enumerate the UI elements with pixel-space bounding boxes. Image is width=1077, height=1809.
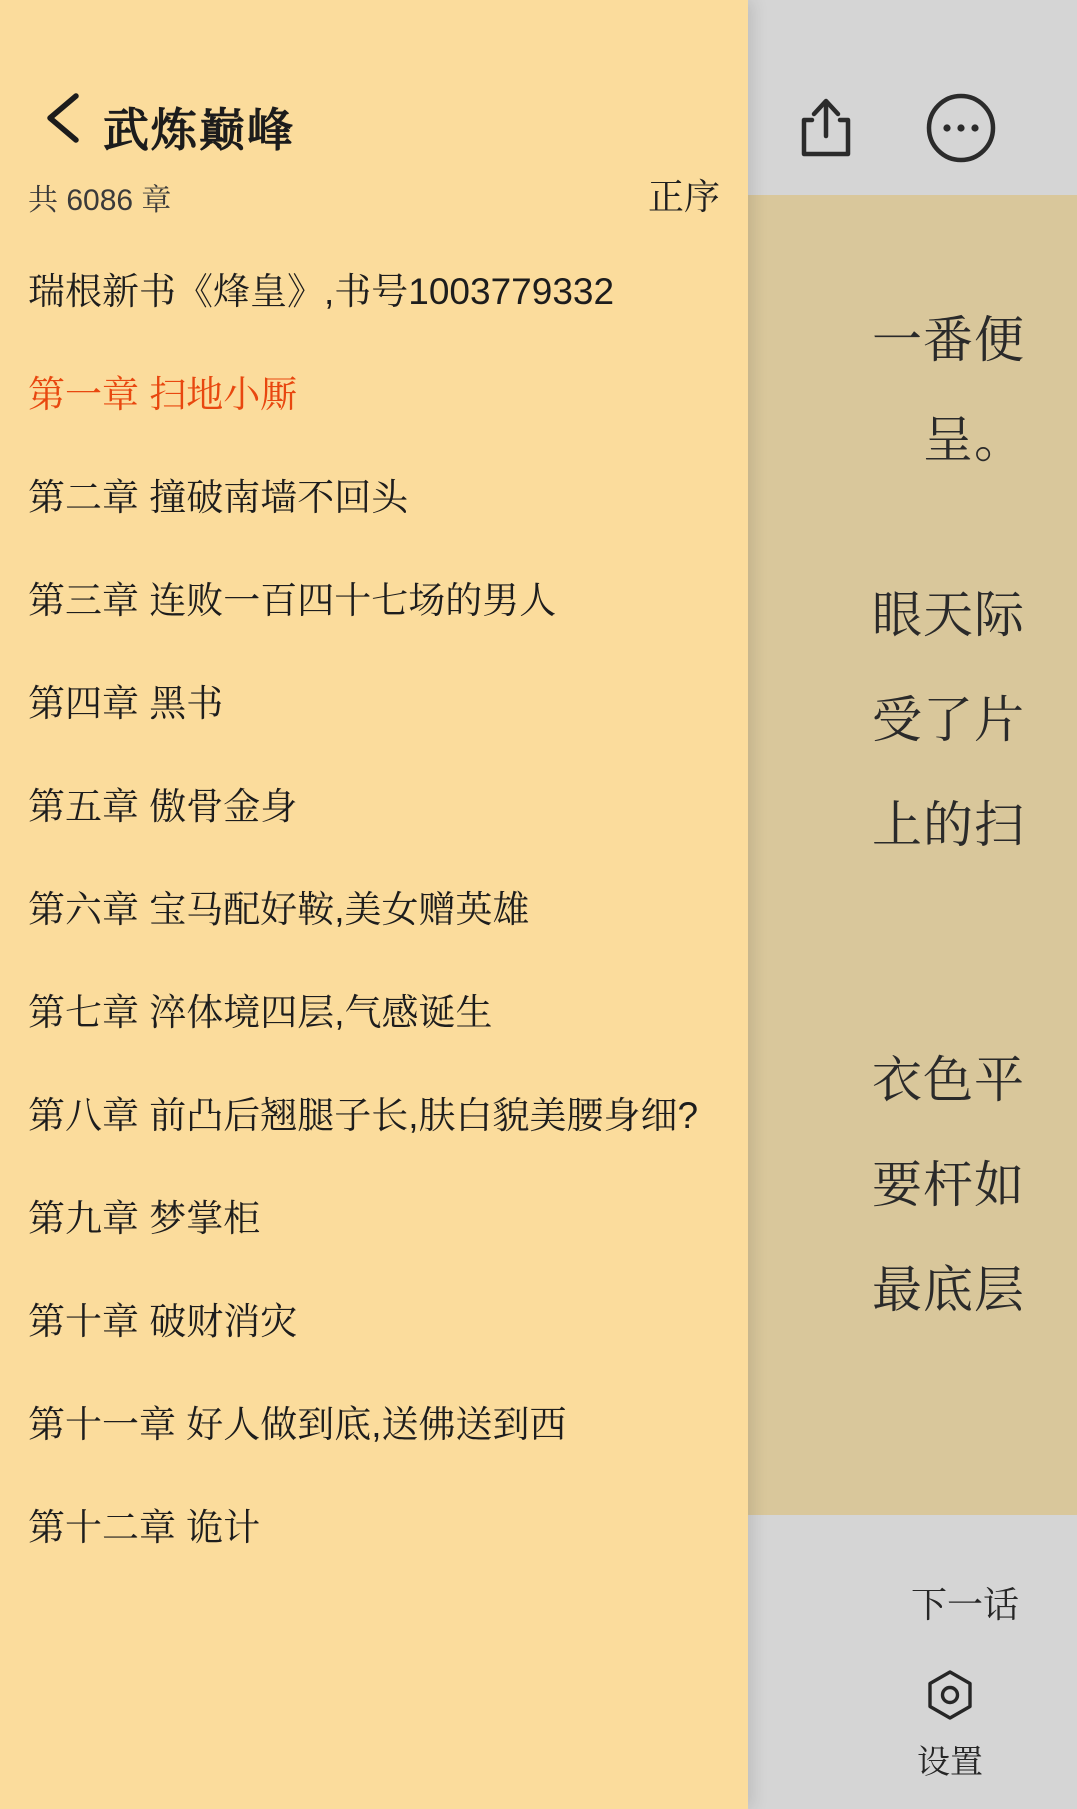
list-item[interactable]: 第九章 梦掌柜 <box>28 1198 261 1239</box>
chapter-list[interactable] <box>0 240 748 1809</box>
next-chapter-button[interactable]: 下一话 <box>910 1584 1019 1625</box>
list-item[interactable]: 第二章 撞破南墙不回头 <box>28 477 409 518</box>
list-item[interactable]: 第四章 黑书 <box>28 683 224 724</box>
settings-gear-icon <box>922 1667 978 1723</box>
list-item[interactable]: 第三章 连败一百四十七场的男人 <box>28 580 557 621</box>
page-title: 武炼巅峰 <box>103 104 295 156</box>
list-item[interactable]: 瑞根新书《烽皇》,书号1003779332 <box>28 271 615 312</box>
reader-text-line: 受了片 <box>872 692 1025 748</box>
reader-text-line: 最底层 <box>872 1262 1025 1318</box>
list-item[interactable]: 第十二章 诡计 <box>28 1507 261 1548</box>
back-chevron-icon[interactable] <box>34 86 98 150</box>
reader-text-line: 上的扫 <box>872 797 1025 853</box>
reader-text-line: 要杆如 <box>872 1157 1025 1213</box>
list-item[interactable]: 第一章 扫地小厮 <box>28 374 298 415</box>
settings-button[interactable] <box>895 1667 1005 1783</box>
list-item[interactable]: 第五章 傲骨金身 <box>28 786 298 827</box>
settings-label: 设置 <box>917 1743 983 1780</box>
reader-text-line: 衣色平 <box>872 1052 1025 1108</box>
list-item[interactable]: 第七章 淬体境四层,气感诞生 <box>28 992 493 1033</box>
sort-order-button[interactable]: 正序 <box>647 176 720 217</box>
reader-text-line: 眼天际 <box>872 587 1025 643</box>
list-item[interactable]: 第十一章 好人做到底,送佛送到西 <box>28 1404 567 1445</box>
list-item[interactable]: 第八章 前凸后翘腿子长,肤白貌美腰身细? <box>28 1095 699 1136</box>
catalog-subbar <box>0 175 748 247</box>
more-options-icon[interactable] <box>925 92 997 164</box>
catalog-header <box>0 0 748 175</box>
reader-text-line: 一番便 <box>872 312 1025 368</box>
list-item[interactable]: 第十章 破财消灾 <box>28 1301 298 1342</box>
share-icon[interactable] <box>790 92 862 164</box>
list-item[interactable]: 第六章 宝马配好鞍,美女赠英雄 <box>28 889 530 930</box>
reader-text-line: 呈。 <box>923 412 1025 468</box>
chapter-count-label: 共 6086 章 <box>28 184 172 217</box>
